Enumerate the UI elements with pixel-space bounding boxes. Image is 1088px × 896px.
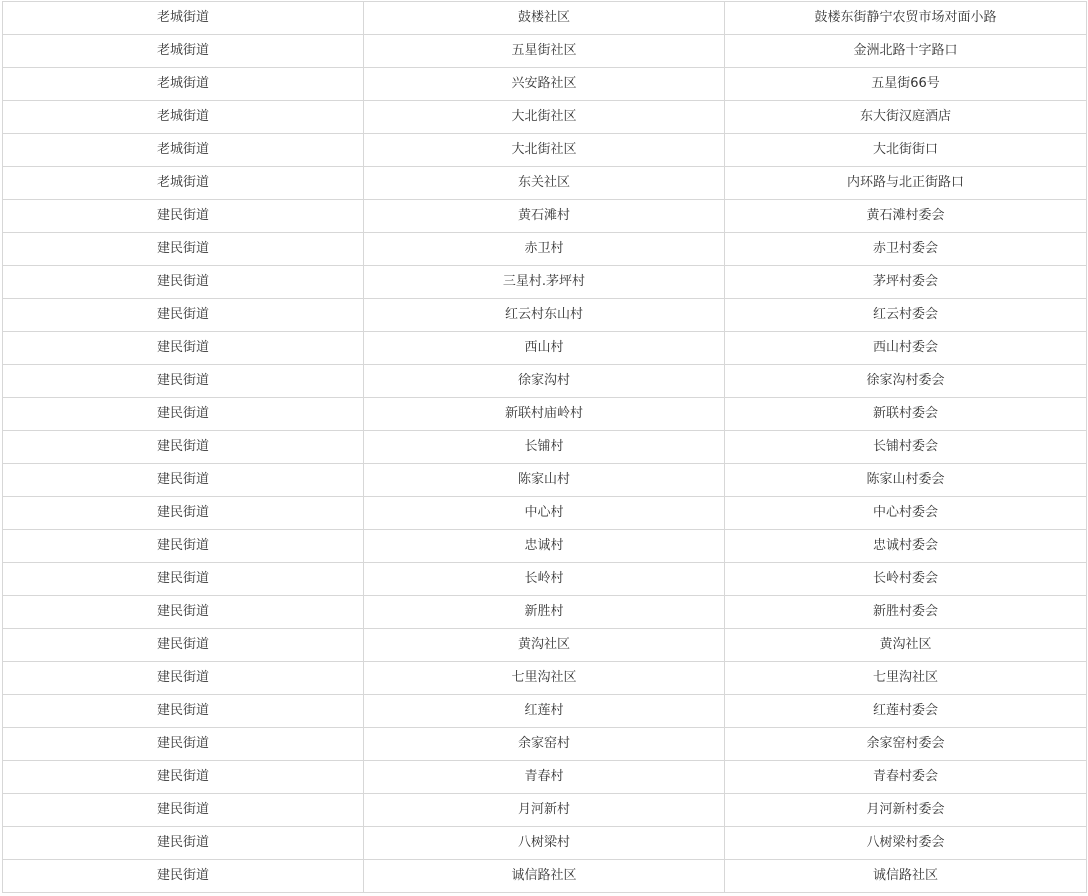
- street-cell: 建民街道: [3, 563, 364, 596]
- community-cell: 七里沟社区: [364, 662, 725, 695]
- community-cell: 新联村庙岭村: [364, 398, 725, 431]
- street-cell: 老城街道: [3, 68, 364, 101]
- community-cell: 黄沟社区: [364, 629, 725, 662]
- community-cell: 三星村.茅坪村: [364, 266, 725, 299]
- address-cell: 陈家山村委会: [725, 464, 1087, 497]
- table-row: [3, 332, 1087, 365]
- street-cell: 建民街道: [3, 662, 364, 695]
- address-cell: 新联村委会: [725, 398, 1087, 431]
- table-row: [3, 662, 1087, 695]
- address-cell: 茅坪村委会: [725, 266, 1087, 299]
- street-cell: 建民街道: [3, 794, 364, 827]
- table-row: [3, 563, 1087, 596]
- address-cell: 余家窑村委会: [725, 728, 1087, 761]
- address-cell: 鼓楼东街静宁农贸市场对面小路: [725, 2, 1087, 35]
- address-cell: 金洲北路十字路口: [725, 35, 1087, 68]
- table-row: [3, 200, 1087, 233]
- street-cell: 建民街道: [3, 596, 364, 629]
- community-cell: 月河新村: [364, 794, 725, 827]
- community-cell: 大北街社区: [364, 101, 725, 134]
- table-row: [3, 431, 1087, 464]
- table-row: [3, 299, 1087, 332]
- street-cell: 建民街道: [3, 695, 364, 728]
- street-cell: 老城街道: [3, 167, 364, 200]
- street-cell: 建民街道: [3, 365, 364, 398]
- community-cell: 赤卫村: [364, 233, 725, 266]
- community-cell: 长岭村: [364, 563, 725, 596]
- table-row: [3, 530, 1087, 563]
- address-cell: 黄石滩村委会: [725, 200, 1087, 233]
- table-row: [3, 497, 1087, 530]
- address-cell: 五星街66号: [725, 68, 1087, 101]
- street-cell: 老城街道: [3, 134, 364, 167]
- street-cell: 建民街道: [3, 860, 364, 893]
- table-row: [3, 761, 1087, 794]
- community-cell: 青春村: [364, 761, 725, 794]
- table-row: [3, 167, 1087, 200]
- community-cell: 新胜村: [364, 596, 725, 629]
- table-row: [3, 398, 1087, 431]
- street-cell: 建民街道: [3, 761, 364, 794]
- street-cell: 建民街道: [3, 629, 364, 662]
- street-cell: 建民街道: [3, 497, 364, 530]
- table-row: [3, 134, 1087, 167]
- street-cell: 建民街道: [3, 827, 364, 860]
- community-cell: 鼓楼社区: [364, 2, 725, 35]
- address-cell: 徐家沟村委会: [725, 365, 1087, 398]
- table-row: [3, 827, 1087, 860]
- address-cell: 忠诚村委会: [725, 530, 1087, 563]
- address-cell: 东大街汉庭酒店: [725, 101, 1087, 134]
- community-cell: 兴安路社区: [364, 68, 725, 101]
- address-cell: 大北街街口: [725, 134, 1087, 167]
- table-row: [3, 365, 1087, 398]
- community-cell: 余家窑村: [364, 728, 725, 761]
- address-cell: 红云村委会: [725, 299, 1087, 332]
- street-cell: 老城街道: [3, 101, 364, 134]
- street-cell: 老城街道: [3, 35, 364, 68]
- community-cell: 陈家山村: [364, 464, 725, 497]
- street-cell: 建民街道: [3, 332, 364, 365]
- community-cell: 诚信路社区: [364, 860, 725, 893]
- community-cell: 忠诚村: [364, 530, 725, 563]
- table-row: [3, 728, 1087, 761]
- table-row: [3, 464, 1087, 497]
- street-cell: 建民街道: [3, 299, 364, 332]
- table-row: [3, 629, 1087, 662]
- address-cell: 中心村委会: [725, 497, 1087, 530]
- community-cell: 西山村: [364, 332, 725, 365]
- community-cell: 长铺村: [364, 431, 725, 464]
- table-row: [3, 596, 1087, 629]
- community-cell: 徐家沟村: [364, 365, 725, 398]
- address-cell: 青春村委会: [725, 761, 1087, 794]
- address-cell: 内环路与北正街路口: [725, 167, 1087, 200]
- street-cell: 建民街道: [3, 200, 364, 233]
- address-cell: 红莲村委会: [725, 695, 1087, 728]
- community-cell: 中心村: [364, 497, 725, 530]
- table-row: [3, 266, 1087, 299]
- address-cell: 西山村委会: [725, 332, 1087, 365]
- community-cell: 大北街社区: [364, 134, 725, 167]
- street-cell: 建民街道: [3, 530, 364, 563]
- address-cell: 黄沟社区: [725, 629, 1087, 662]
- address-cell: 八树梁村委会: [725, 827, 1087, 860]
- street-cell: 建民街道: [3, 266, 364, 299]
- community-cell: 黄石滩村: [364, 200, 725, 233]
- table-row: [3, 101, 1087, 134]
- location-table: [2, 1, 1087, 893]
- address-cell: 七里沟社区: [725, 662, 1087, 695]
- address-cell: 赤卫村委会: [725, 233, 1087, 266]
- table-row: [3, 233, 1087, 266]
- street-cell: 建民街道: [3, 464, 364, 497]
- community-cell: 红云村东山村: [364, 299, 725, 332]
- table-row: [3, 860, 1087, 893]
- address-cell: 长岭村委会: [725, 563, 1087, 596]
- address-cell: 新胜村委会: [725, 596, 1087, 629]
- address-cell: 月河新村委会: [725, 794, 1087, 827]
- street-cell: 老城街道: [3, 2, 364, 35]
- table-row: [3, 35, 1087, 68]
- street-cell: 建民街道: [3, 431, 364, 464]
- community-cell: 红莲村: [364, 695, 725, 728]
- community-cell: 五星街社区: [364, 35, 725, 68]
- street-cell: 建民街道: [3, 233, 364, 266]
- table-row: [3, 794, 1087, 827]
- community-cell: 八树梁村: [364, 827, 725, 860]
- address-cell: 长铺村委会: [725, 431, 1087, 464]
- street-cell: 建民街道: [3, 728, 364, 761]
- address-cell: 诚信路社区: [725, 860, 1087, 893]
- community-cell: 东关社区: [364, 167, 725, 200]
- table-body: [3, 2, 1087, 893]
- street-cell: 建民街道: [3, 398, 364, 431]
- table-row: [3, 68, 1087, 101]
- table-row: [3, 2, 1087, 35]
- table-row: [3, 695, 1087, 728]
